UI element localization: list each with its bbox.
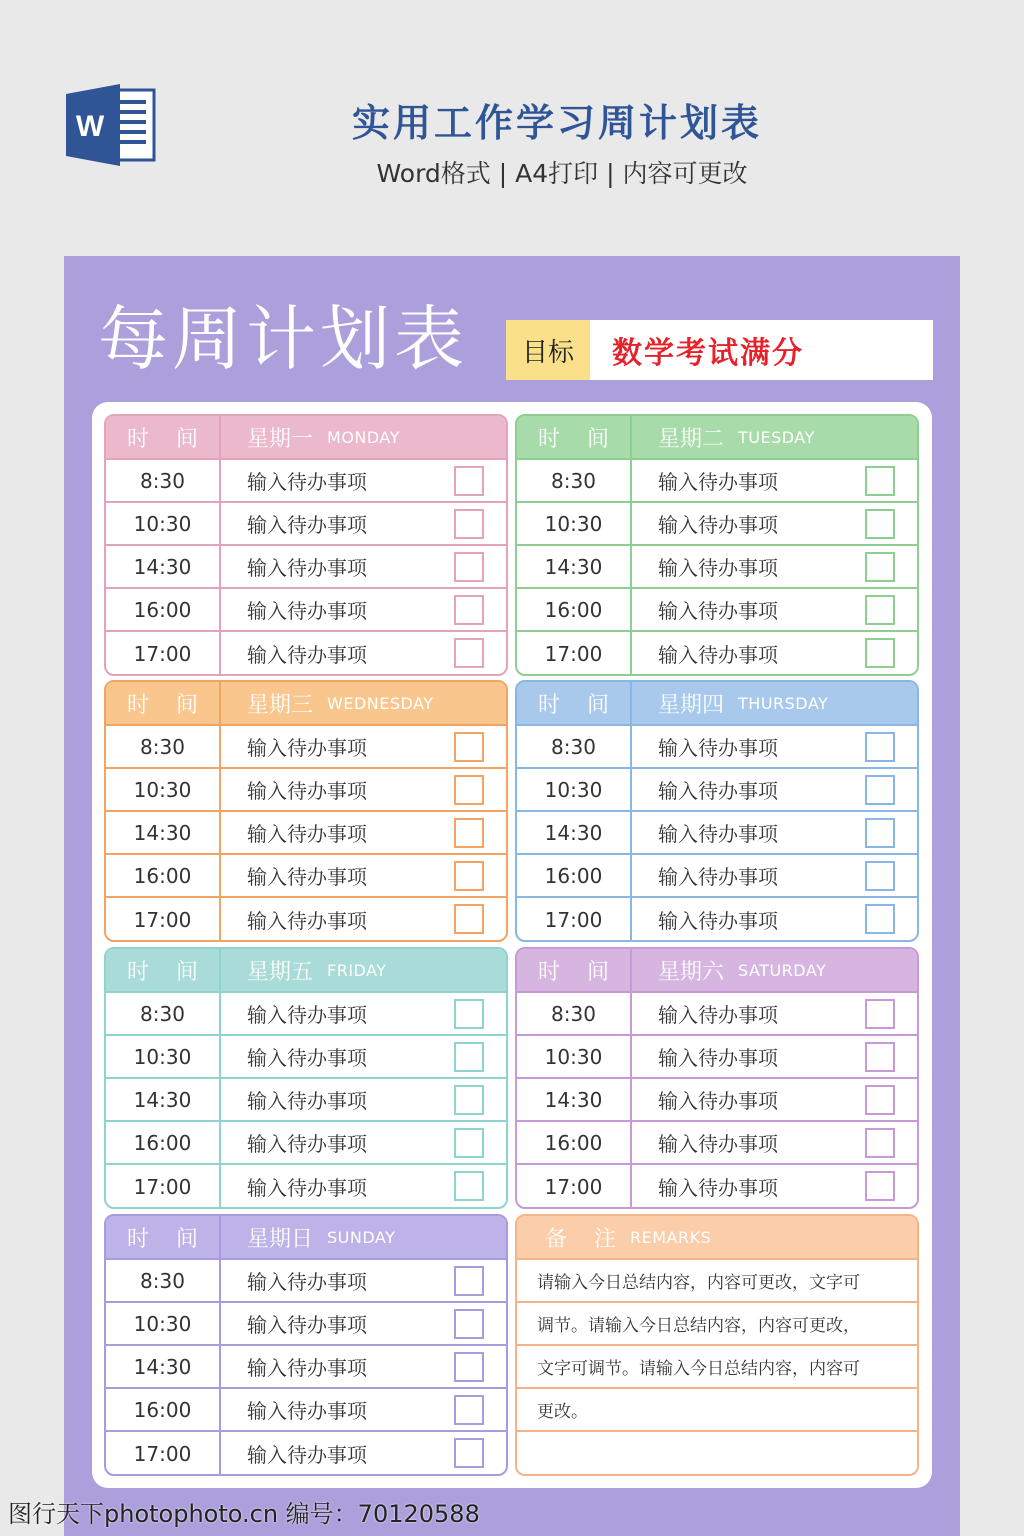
task-row bbox=[517, 993, 917, 1036]
task-time: 8:30 bbox=[106, 460, 221, 501]
task-time: 8:30 bbox=[517, 726, 632, 767]
day-table-tuesday bbox=[515, 414, 919, 676]
checkbox[interactable] bbox=[454, 1085, 484, 1115]
svg-text:W: W bbox=[75, 110, 105, 143]
day-header bbox=[106, 1216, 506, 1260]
task-label: 输入待办事项 bbox=[658, 1003, 778, 1027]
checkbox[interactable] bbox=[454, 904, 484, 934]
checkbox[interactable] bbox=[454, 1042, 484, 1072]
task-row bbox=[106, 1303, 506, 1346]
task-row bbox=[106, 1122, 506, 1165]
task-row bbox=[517, 1079, 917, 1122]
task-row bbox=[517, 546, 917, 589]
day-name-cn: 星期四 bbox=[658, 692, 725, 718]
checkbox[interactable] bbox=[454, 509, 484, 539]
checkbox[interactable] bbox=[454, 1352, 484, 1382]
time-column-header: 时 间 bbox=[106, 682, 221, 724]
task-label: 输入待办事项 bbox=[658, 599, 778, 623]
task-time: 10:30 bbox=[517, 1036, 632, 1077]
task-row bbox=[517, 632, 917, 675]
task-text[interactable] bbox=[221, 993, 506, 1034]
task-text[interactable] bbox=[221, 503, 506, 544]
task-time: 14:30 bbox=[106, 546, 221, 587]
task-time: 14:30 bbox=[106, 1346, 221, 1387]
task-time: 17:00 bbox=[517, 1165, 632, 1208]
task-text[interactable] bbox=[632, 460, 917, 501]
task-row bbox=[106, 1036, 506, 1079]
task-row bbox=[517, 855, 917, 898]
checkbox[interactable] bbox=[454, 1128, 484, 1158]
checkbox[interactable] bbox=[454, 552, 484, 582]
task-row bbox=[106, 1346, 506, 1389]
task-row bbox=[106, 812, 506, 855]
day-name-cn: 星期二 bbox=[658, 426, 725, 452]
task-time: 14:30 bbox=[517, 546, 632, 587]
remarks-line[interactable]: 调节。请输入今日总结内容，内容可更改， bbox=[517, 1303, 917, 1346]
task-text[interactable] bbox=[221, 812, 506, 853]
checkbox[interactable] bbox=[865, 1085, 895, 1115]
day-table-sunday bbox=[104, 1214, 508, 1476]
time-column-header: 时 间 bbox=[106, 949, 221, 991]
task-label: 输入待办事项 bbox=[247, 779, 367, 803]
remarks-label-en: REMARKS bbox=[630, 1227, 712, 1247]
day-table-thursday bbox=[515, 680, 919, 942]
time-column-header: 时 间 bbox=[517, 416, 632, 458]
task-label: 输入待办事项 bbox=[658, 779, 778, 803]
day-name-en: FRIDAY bbox=[327, 960, 387, 980]
task-time: 14:30 bbox=[106, 812, 221, 853]
task-text[interactable] bbox=[632, 503, 917, 544]
checkbox[interactable] bbox=[454, 1395, 484, 1425]
checkbox[interactable] bbox=[454, 1171, 484, 1201]
task-time: 8:30 bbox=[517, 460, 632, 501]
task-row bbox=[106, 855, 506, 898]
checkbox[interactable] bbox=[865, 1128, 895, 1158]
task-text[interactable] bbox=[632, 812, 917, 853]
day-table-wednesday bbox=[104, 680, 508, 942]
task-text[interactable] bbox=[221, 1389, 506, 1430]
task-label: 输入待办事项 bbox=[247, 1443, 367, 1467]
task-text[interactable] bbox=[632, 769, 917, 810]
checkbox[interactable] bbox=[454, 638, 484, 668]
task-time: 16:00 bbox=[517, 855, 632, 896]
checkbox[interactable] bbox=[865, 638, 895, 668]
day-name bbox=[221, 1216, 506, 1258]
day-name-en: SATURDAY bbox=[738, 960, 827, 980]
task-row bbox=[106, 1165, 506, 1208]
day-header bbox=[106, 949, 506, 993]
task-label: 输入待办事项 bbox=[658, 736, 778, 760]
checkbox[interactable] bbox=[865, 818, 895, 848]
checkbox[interactable] bbox=[454, 466, 484, 496]
task-label: 输入待办事项 bbox=[658, 1132, 778, 1156]
task-label: 输入待办事项 bbox=[247, 556, 367, 580]
day-name-cn: 星期一 bbox=[247, 426, 314, 452]
task-label: 输入待办事项 bbox=[247, 1356, 367, 1380]
task-row bbox=[106, 769, 506, 812]
task-text[interactable] bbox=[632, 546, 917, 587]
task-time: 8:30 bbox=[106, 726, 221, 767]
day-name bbox=[632, 949, 917, 991]
task-text[interactable] bbox=[632, 632, 917, 675]
document-subtitle: Word格式 | A4打印 | 内容可更改 bbox=[376, 159, 748, 188]
checkbox[interactable] bbox=[454, 818, 484, 848]
task-row bbox=[517, 1165, 917, 1208]
checkbox[interactable] bbox=[865, 595, 895, 625]
time-column-header: 时 间 bbox=[517, 949, 632, 991]
task-time: 16:00 bbox=[106, 855, 221, 896]
day-name bbox=[221, 949, 506, 991]
time-column-header: 时 间 bbox=[517, 682, 632, 724]
checkbox[interactable] bbox=[865, 1171, 895, 1201]
checkbox[interactable] bbox=[454, 775, 484, 805]
task-row bbox=[106, 1079, 506, 1122]
task-row bbox=[517, 503, 917, 546]
goal-box bbox=[506, 320, 933, 380]
document-title: 实用工作学习周计划表 bbox=[351, 101, 762, 145]
day-name bbox=[221, 682, 506, 724]
task-time: 16:00 bbox=[106, 1389, 221, 1430]
checkbox[interactable] bbox=[454, 1266, 484, 1296]
day-name-cn: 星期日 bbox=[247, 1226, 314, 1252]
day-header bbox=[517, 416, 917, 460]
day-name-cn: 星期五 bbox=[247, 959, 314, 985]
checkbox[interactable] bbox=[454, 732, 484, 762]
task-text[interactable] bbox=[221, 1346, 506, 1387]
task-text[interactable] bbox=[221, 1260, 506, 1301]
day-header bbox=[106, 416, 506, 460]
day-header bbox=[517, 682, 917, 726]
task-time: 17:00 bbox=[106, 898, 221, 941]
task-label: 输入待办事项 bbox=[247, 599, 367, 623]
task-label: 输入待办事项 bbox=[247, 1003, 367, 1027]
day-name-cn: 星期六 bbox=[658, 959, 725, 985]
day-table-monday bbox=[104, 414, 508, 676]
task-text[interactable] bbox=[632, 1079, 917, 1120]
day-name-en: MONDAY bbox=[327, 427, 400, 447]
task-label: 输入待办事项 bbox=[247, 1270, 367, 1294]
time-column-header: 时 间 bbox=[106, 1216, 221, 1258]
task-label: 输入待办事项 bbox=[658, 1176, 778, 1200]
task-text[interactable] bbox=[221, 1303, 506, 1344]
task-text[interactable] bbox=[632, 855, 917, 896]
task-row bbox=[517, 898, 917, 941]
task-row bbox=[106, 460, 506, 503]
task-row bbox=[106, 726, 506, 769]
task-label: 输入待办事项 bbox=[247, 513, 367, 537]
task-time: 8:30 bbox=[106, 993, 221, 1034]
task-text[interactable] bbox=[221, 769, 506, 810]
task-label: 输入待办事项 bbox=[658, 643, 778, 667]
day-name bbox=[632, 416, 917, 458]
task-row bbox=[517, 460, 917, 503]
task-label: 输入待办事项 bbox=[247, 1313, 367, 1337]
task-text[interactable] bbox=[221, 1165, 506, 1208]
task-label: 输入待办事项 bbox=[658, 865, 778, 889]
task-time: 10:30 bbox=[106, 1036, 221, 1077]
task-row bbox=[106, 1389, 506, 1432]
task-label: 输入待办事项 bbox=[247, 1046, 367, 1070]
task-text[interactable] bbox=[632, 589, 917, 630]
checkbox[interactable] bbox=[454, 999, 484, 1029]
task-text[interactable] bbox=[632, 993, 917, 1034]
task-text[interactable] bbox=[632, 1122, 917, 1163]
task-label: 输入待办事项 bbox=[658, 556, 778, 580]
remarks-line[interactable]: 请输入今日总结内容，内容可更改，文字可 bbox=[517, 1260, 917, 1303]
task-label: 输入待办事项 bbox=[658, 1046, 778, 1070]
day-name-en: THURSDAY bbox=[738, 693, 829, 713]
day-name-en: TUESDAY bbox=[738, 427, 815, 447]
task-row bbox=[517, 1036, 917, 1079]
task-time: 17:00 bbox=[106, 1165, 221, 1208]
remarks-line[interactable] bbox=[517, 1432, 917, 1475]
task-time: 14:30 bbox=[517, 812, 632, 853]
checkbox[interactable] bbox=[454, 861, 484, 891]
time-column-header: 时 间 bbox=[106, 416, 221, 458]
checkbox[interactable] bbox=[865, 999, 895, 1029]
task-row bbox=[106, 1260, 506, 1303]
task-text[interactable] bbox=[221, 1432, 506, 1475]
remarks-label: 备 注 bbox=[545, 1226, 626, 1252]
remarks-section bbox=[515, 1214, 919, 1476]
checkbox[interactable] bbox=[865, 1042, 895, 1072]
task-row bbox=[106, 589, 506, 632]
task-time: 14:30 bbox=[106, 1079, 221, 1120]
task-row bbox=[106, 993, 506, 1036]
task-text[interactable] bbox=[632, 1036, 917, 1077]
task-label: 输入待办事项 bbox=[247, 643, 367, 667]
task-text[interactable] bbox=[632, 1165, 917, 1208]
task-time: 14:30 bbox=[517, 1079, 632, 1120]
task-text[interactable] bbox=[221, 589, 506, 630]
task-label: 输入待办事项 bbox=[658, 909, 778, 933]
remarks-line[interactable]: 更改。 bbox=[517, 1389, 917, 1432]
day-name-en: WEDNESDAY bbox=[327, 693, 434, 713]
goal-value[interactable]: 数学考试满分 bbox=[612, 336, 804, 371]
day-table-friday bbox=[104, 947, 508, 1209]
task-time: 8:30 bbox=[106, 1260, 221, 1301]
weekly-plan-sheet bbox=[64, 256, 960, 1536]
task-time: 8:30 bbox=[517, 993, 632, 1034]
task-row bbox=[517, 589, 917, 632]
task-label: 输入待办事项 bbox=[658, 513, 778, 537]
task-label: 输入待办事项 bbox=[247, 1089, 367, 1113]
day-name bbox=[221, 416, 506, 458]
remarks-header bbox=[517, 1216, 917, 1260]
day-table-saturday bbox=[515, 947, 919, 1209]
checkbox[interactable] bbox=[865, 861, 895, 891]
task-row bbox=[517, 726, 917, 769]
task-text[interactable] bbox=[632, 898, 917, 941]
task-text[interactable] bbox=[221, 546, 506, 587]
task-row bbox=[106, 503, 506, 546]
task-label: 输入待办事项 bbox=[658, 1089, 778, 1113]
task-time: 16:00 bbox=[517, 589, 632, 630]
checkbox[interactable] bbox=[865, 904, 895, 934]
task-row bbox=[106, 1432, 506, 1475]
task-row bbox=[517, 769, 917, 812]
task-time: 10:30 bbox=[106, 1303, 221, 1344]
goal-label: 目标 bbox=[506, 320, 590, 380]
task-time: 10:30 bbox=[517, 769, 632, 810]
task-time: 17:00 bbox=[106, 632, 221, 675]
task-text[interactable] bbox=[221, 632, 506, 675]
day-header bbox=[106, 682, 506, 726]
task-time: 10:30 bbox=[106, 769, 221, 810]
task-time: 10:30 bbox=[517, 503, 632, 544]
checkbox[interactable] bbox=[865, 509, 895, 539]
task-label: 输入待办事项 bbox=[658, 470, 778, 494]
day-name bbox=[632, 682, 917, 724]
sheet-title: 每周计划表 bbox=[98, 298, 468, 380]
task-text[interactable] bbox=[221, 726, 506, 767]
task-time: 10:30 bbox=[106, 503, 221, 544]
task-label: 输入待办事项 bbox=[247, 1399, 367, 1423]
checkbox[interactable] bbox=[865, 466, 895, 496]
checkbox[interactable] bbox=[865, 775, 895, 805]
task-label: 输入待办事项 bbox=[247, 822, 367, 846]
checkbox[interactable] bbox=[865, 552, 895, 582]
checkbox[interactable] bbox=[454, 1438, 484, 1468]
checkbox[interactable] bbox=[865, 732, 895, 762]
task-label: 输入待办事项 bbox=[658, 822, 778, 846]
day-header bbox=[517, 949, 917, 993]
task-label: 输入待办事项 bbox=[247, 736, 367, 760]
task-time: 17:00 bbox=[517, 898, 632, 941]
task-text[interactable] bbox=[632, 726, 917, 767]
task-text[interactable] bbox=[221, 460, 506, 501]
task-time: 17:00 bbox=[106, 1432, 221, 1475]
task-time: 17:00 bbox=[517, 632, 632, 675]
task-row bbox=[517, 1122, 917, 1165]
task-text[interactable] bbox=[221, 1079, 506, 1120]
task-row bbox=[106, 546, 506, 589]
day-name-en: SUNDAY bbox=[327, 1227, 396, 1247]
task-text[interactable] bbox=[221, 1036, 506, 1077]
task-time: 16:00 bbox=[106, 1122, 221, 1163]
task-time: 16:00 bbox=[517, 1122, 632, 1163]
task-label: 输入待办事项 bbox=[247, 909, 367, 933]
task-text[interactable] bbox=[221, 898, 506, 941]
plan-panel bbox=[92, 402, 932, 1488]
task-text[interactable] bbox=[221, 1122, 506, 1163]
task-row bbox=[106, 632, 506, 675]
task-label: 输入待办事项 bbox=[247, 470, 367, 494]
remarks-line[interactable]: 文字可调节。请输入今日总结内容，内容可 bbox=[517, 1346, 917, 1389]
checkbox[interactable] bbox=[454, 1309, 484, 1339]
task-text[interactable] bbox=[221, 855, 506, 896]
day-name-cn: 星期三 bbox=[247, 692, 314, 718]
task-row bbox=[517, 812, 917, 855]
task-time: 16:00 bbox=[106, 589, 221, 630]
task-label: 输入待办事项 bbox=[247, 865, 367, 889]
watermark: 图行天下photophoto.cn 编号：70120588 bbox=[8, 1500, 480, 1528]
checkbox[interactable] bbox=[454, 595, 484, 625]
task-label: 输入待办事项 bbox=[247, 1132, 367, 1156]
task-row bbox=[106, 898, 506, 941]
task-label: 输入待办事项 bbox=[247, 1176, 367, 1200]
